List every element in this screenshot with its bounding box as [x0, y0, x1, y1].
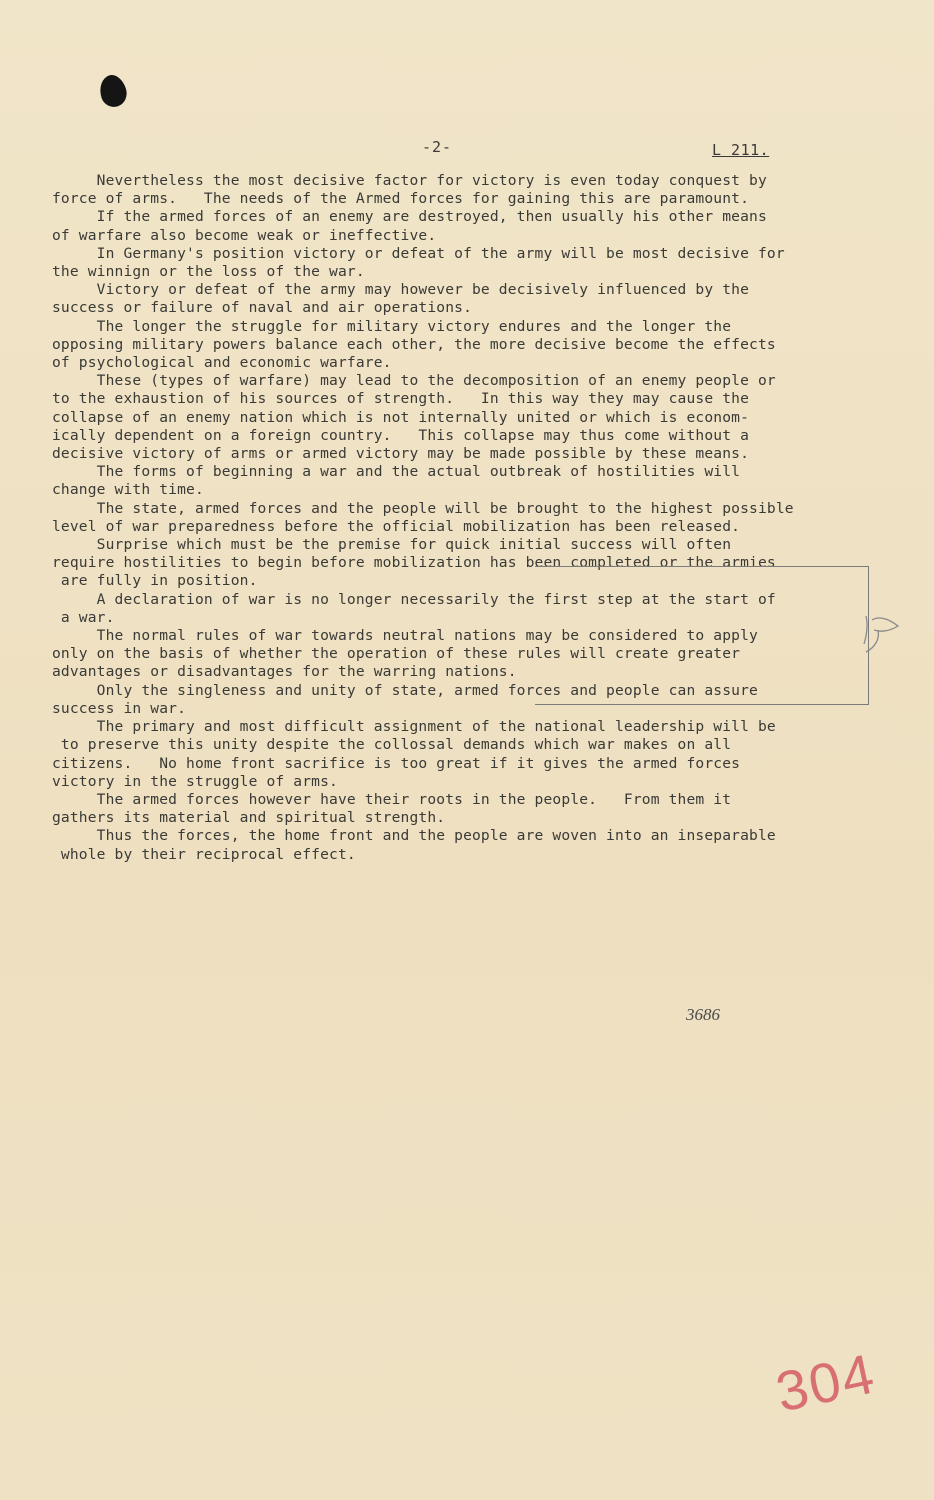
text-line: force of arms. The needs of the Armed forces for gaining this are paramount.	[52, 190, 750, 208]
text-line: The primary and most difficult assignment of the national leadership will be	[52, 718, 776, 736]
document-reference: L 211.	[712, 141, 770, 159]
text-line: of psychological and economic warfare.	[52, 354, 392, 372]
text-line: whole by their reciprocal effect.	[52, 845, 356, 863]
text-line: The forms of beginning a war and the actual outbreak of hostilities will	[52, 463, 741, 481]
archive-number: 3686	[686, 1005, 720, 1024]
text-line: collapse of an enemy nation which is not internally united or which is econom-	[52, 408, 750, 426]
text-line: advantages or disadvantages for the warring nations.	[52, 663, 517, 681]
text-line: opposing military powers balance each other, the more decisive become the effects	[52, 335, 776, 353]
text-line: In Germany's position victory or defeat of the army will be most decisive for	[52, 244, 785, 262]
page-number: -2-	[422, 138, 453, 156]
text-line: These (types of warfare) may lead to the decomposition of an enemy people or	[52, 372, 776, 390]
text-line: The longer the struggle for military victory endures and the longer the	[52, 317, 732, 335]
text-line: a war.	[52, 608, 115, 626]
text-line: A declaration of war is no longer necessarily the first step at the start of	[52, 590, 776, 608]
text-line: citizens. No home front sacrifice is too great if it gives the armed forces	[52, 754, 741, 772]
text-line: gathers its material and spiritual strength.	[52, 809, 446, 827]
text-line: to preserve this unity despite the collossal demands which war makes on all	[52, 736, 732, 754]
text-line: of warfare also become weak or ineffective.	[52, 226, 437, 244]
text-line: Nevertheless the most decisive factor for victory is even today conquest by	[52, 172, 767, 189]
red-page-stamp: 304	[770, 1341, 881, 1424]
text-line: The normal rules of war towards neutral nations may be considered to apply	[52, 627, 758, 645]
text-line: change with time.	[52, 481, 204, 499]
text-line: victory in the struggle of arms.	[52, 772, 338, 790]
text-line: ically dependent on a foreign country. This collapse may thus come without a	[52, 426, 750, 444]
text-line: only on the basis of whether the operation of these rules will create greater	[52, 645, 741, 663]
text-line: level of war preparedness before the official mobilization has been released.	[52, 517, 741, 535]
text-line: Victory or defeat of the army may however be decisively influenced by the	[52, 281, 750, 299]
text-line: The state, armed forces and the people will be brought to the highest possible	[52, 499, 794, 517]
text-line: require hostilities to begin before mobilization has been completed or the armies	[52, 554, 776, 572]
text-line: Thus the forces, the home front and the people are woven into an inseparable	[52, 827, 776, 845]
text-line: Only the singleness and unity of state, armed forces and people can assure	[52, 681, 758, 699]
body-text	[52, 172, 842, 864]
text-line: The armed forces however have their roots in the people. From them it	[52, 790, 732, 808]
text-line: decisive victory of arms or armed victory may be made possible by these means.	[52, 445, 750, 463]
text-line: success in war.	[52, 699, 187, 717]
ink-blot	[96, 72, 131, 110]
handwritten-margin-mark	[858, 610, 904, 656]
text-line: are fully in position.	[52, 572, 258, 590]
margin-bracket	[535, 566, 869, 705]
text-line: to the exhaustion of his sources of strength. In this way they may cause the	[52, 390, 750, 408]
text-line: If the armed forces of an enemy are destroyed, then usually his other means	[52, 208, 767, 226]
text-line: success or failure of naval and air operations.	[52, 299, 473, 317]
text-line: the winnign or the loss of the war.	[52, 263, 365, 281]
text-line: Surprise which must be the premise for quick initial success will often	[52, 536, 732, 554]
